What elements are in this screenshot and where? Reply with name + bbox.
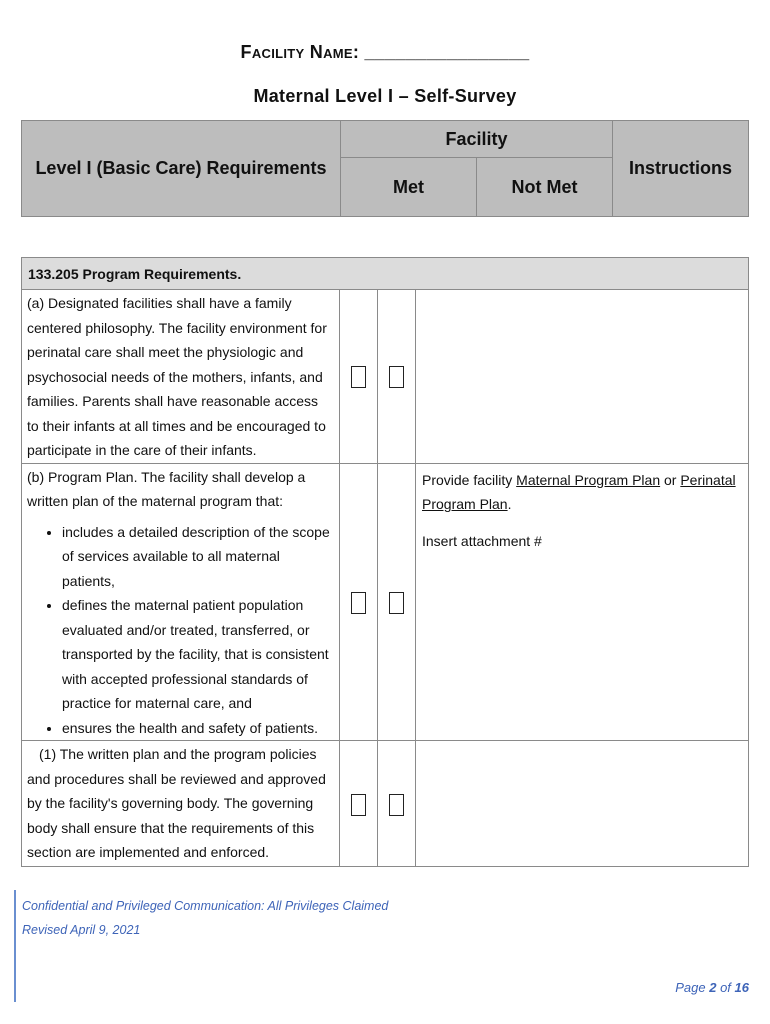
page-number: [675, 980, 749, 995]
not-met-column-header: Not Met: [477, 158, 613, 217]
requirement-cell: [22, 463, 340, 741]
instructions-text: [422, 468, 742, 517]
confidential-notice: Confidential and Privileged Communication: All Privileges Claimed: [22, 899, 389, 913]
instructions-middle: or: [660, 471, 681, 488]
maternal-program-plan-link[interactable]: Maternal Program Plan: [516, 471, 661, 488]
met-cell: [340, 463, 378, 741]
requirements-column-header: Level I (Basic Care) Requirements: [22, 121, 341, 217]
met-checkbox[interactable]: [351, 366, 366, 388]
revision-date: Revised April 9, 2021: [22, 923, 141, 937]
table-row: [22, 463, 749, 741]
facility-column-header: Facility: [341, 121, 613, 158]
met-checkbox[interactable]: [351, 794, 366, 816]
page-of: of: [716, 980, 735, 995]
not-met-checkbox[interactable]: [389, 592, 404, 614]
not-met-cell: [378, 741, 416, 867]
page-prefix: Page: [675, 980, 710, 995]
list-item: • includes a detailed description of the scope of services available to all maternal patients,: [62, 520, 333, 594]
not-met-cell: [378, 463, 416, 741]
table-row: [22, 741, 749, 867]
met-cell: [340, 290, 378, 464]
page-total: 16: [734, 980, 749, 995]
instructions-column-header: Instructions: [613, 121, 749, 217]
section-title: 133.205 Program Requirements.: [22, 258, 749, 290]
not-met-cell: [378, 290, 416, 464]
requirements-table: [21, 257, 749, 867]
requirement-text: (b) Program Plan. The facility shall develop a written plan of the maternal program that:: [27, 468, 306, 509]
not-met-checkbox[interactable]: [389, 366, 404, 388]
list-item: • ensures the health and safety of patients.: [62, 716, 333, 741]
list-item: • defines the maternal patient population evaluated and/or treated, transferred, or transported by the facility, that is consistent with accepted professional standards of practice for maternal care, and: [62, 593, 333, 716]
met-checkbox[interactable]: [351, 592, 366, 614]
insert-attachment-text: Insert attachment #: [422, 532, 542, 549]
page-current: 2: [709, 980, 717, 995]
footer-divider: [14, 890, 16, 1002]
requirement-text: (a) Designated facilities shall have a family centered philosophy. The facility environment for perinatal care shall meet the physiologic and psychosocial needs of the mothers, infants, and families. Parents shall have reasonable access to their infants at all times and be encouraged to participate in the care of their infants.: [22, 290, 340, 464]
facility-name-label: Facility Name:: [240, 42, 360, 62]
table-row: [22, 290, 749, 464]
instructions-cell[interactable]: [416, 290, 749, 464]
requirement-text: (1) The written plan and the program policies and procedures shall be reviewed and approved by the facility's governing body. The governing body shall ensure that the requirements of this section are implemented and enforced.: [22, 741, 340, 867]
instructions-cell[interactable]: [416, 463, 749, 741]
instructions-suffix: .: [507, 496, 512, 512]
facility-name-blank[interactable]: ________________: [364, 42, 530, 62]
survey-title: Maternal Level I – Self-Survey: [253, 86, 517, 106]
instructions-prefix: Provide facility: [422, 471, 517, 488]
met-cell: [340, 741, 378, 867]
met-column-header: Met: [341, 158, 477, 217]
requirement-bullets: [27, 520, 333, 741]
facility-name-heading: [0, 42, 770, 63]
requirements-table-header: [21, 120, 749, 217]
not-met-checkbox[interactable]: [389, 794, 404, 816]
instructions-cell[interactable]: [416, 741, 749, 867]
perinatal-program-plan-link[interactable]: Perinatal Program Plan: [422, 471, 736, 512]
